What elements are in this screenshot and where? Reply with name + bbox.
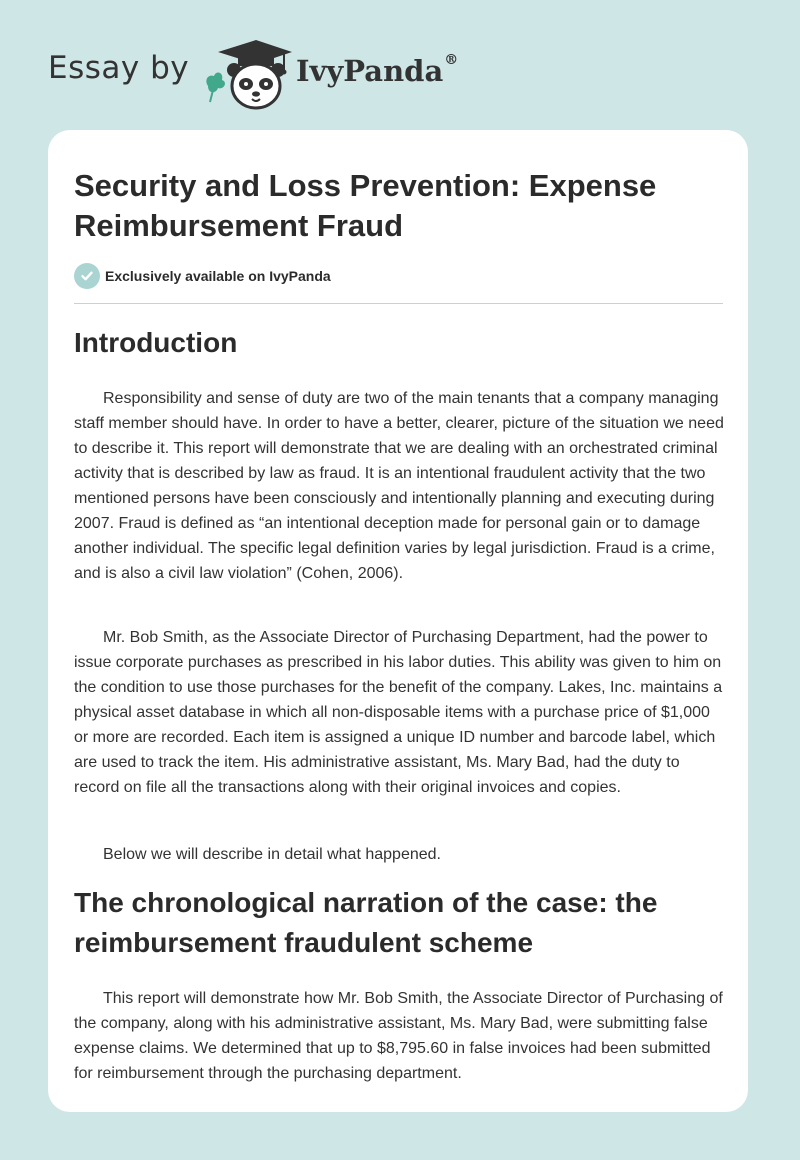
panda-graduate-icon[interactable]	[198, 36, 294, 112]
exclusive-badge-text: Exclusively available on IvyPanda	[105, 268, 331, 284]
paragraph: This report will demonstrate how Mr. Bob Smith, the Associate Director of Purchasing of the company, along with his administrative assistant, Ms. Mary Bad, were submitting false expense claims. We determined that up to $8,795.60 in false invoices had been submitted for reimbursement through the purchasing department.	[74, 990, 723, 1082]
exclusive-badge	[74, 263, 331, 289]
paragraph: Below we will describe in detail what happened.	[103, 846, 441, 863]
essay-title: Security and Loss Prevention: Expense Reimbursement Fraud	[74, 168, 657, 243]
essay-by-label: Essay by	[48, 50, 190, 86]
paragraph: Responsibility and sense of duty are two of the main tenants that a company managing staff member should have. In order to have a better, clearer, picture of the situation we need to describe it. This report will demonstrate that we are dealing with an orchestrated criminal activity that is described by law as fraud. It is an intentional fraudulent activity that the two mentioned persons have been consciously and intentionally planning and executing during 2007. Fraud is defined as “an intentional deception made for personal gain or to damage another individual. The specific legal definition varies by legal jurisdiction. Fraud is a crime, and is also a civil law violation” (Cohen, 2006).	[74, 390, 724, 582]
paragraph: Mr. Bob Smith, as the Associate Director of Purchasing Department, had the power to issue corporate purchases as prescribed in his labor duties. This ability was given to him on the condition to use those purchases for the benefit of the company. Lakes, Inc. maintains a physical asset database in which all non-disposable items with a purchase price of $1,000 or more are recorded. Each item is assigned a unique ID number and barcode label, which are used to track the item. His administrative assistant, Ms. Mary Bad, had the duty to record on file all the transactions along with their original invoices and copies.	[74, 629, 723, 796]
section-heading-chronological-narration: The chronological narration of the case: the reimbursement fraudulent scheme	[74, 887, 658, 958]
brand-logo-text[interactable]: IvyPanda®	[296, 52, 459, 88]
divider	[74, 303, 723, 304]
site-header	[0, 0, 800, 130]
section-heading-introduction: Introduction	[74, 327, 238, 358]
check-circle-icon	[74, 263, 100, 289]
essay-card	[48, 130, 748, 1112]
